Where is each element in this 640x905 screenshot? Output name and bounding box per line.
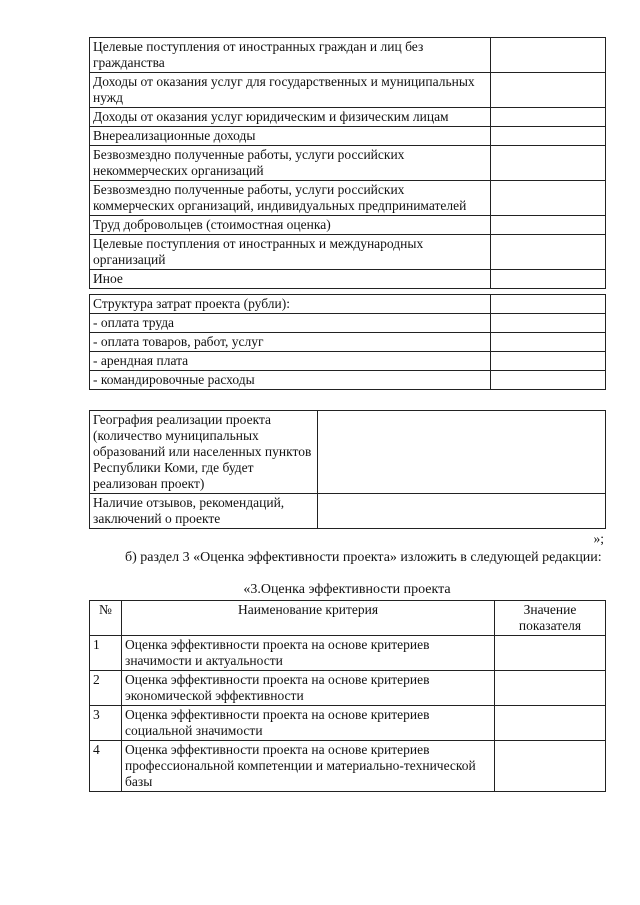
cost-row: [90, 314, 606, 333]
criteria-table: [89, 600, 606, 792]
income-row: [90, 38, 606, 73]
income-row-label: Доходы от оказания услуг юридическим и физическим лицам: [90, 108, 491, 127]
income-rows: [90, 38, 606, 289]
cost-row-label: - арендная плата: [90, 352, 491, 371]
geography-row: [90, 494, 606, 529]
income-row-label: Внереализационные доходы: [90, 127, 491, 146]
cost-row: [90, 371, 606, 390]
income-row: [90, 73, 606, 108]
income-row: [90, 127, 606, 146]
income-row-label: Целевые поступления от иностранных граждан и лиц без гражданства: [90, 38, 491, 73]
geography-row-label: Наличие отзывов, рекомендаций, заключений о проекте: [90, 494, 318, 529]
header-number: №: [90, 601, 122, 636]
cost-row-label: - оплата труда: [90, 314, 491, 333]
cost-row-value-cell[interactable]: [491, 352, 606, 371]
income-row-label: Целевые поступления от иностранных и международных организаций: [90, 235, 491, 270]
income-row: [90, 270, 606, 289]
cost-row: [90, 333, 606, 352]
geography-row: [90, 411, 606, 494]
criteria-row: [90, 636, 606, 671]
income-row: [90, 235, 606, 270]
financing-table: [89, 37, 606, 390]
criteria-row: [90, 741, 606, 792]
income-row-value-cell[interactable]: [491, 270, 606, 289]
income-row-label: Безвозмездно полученные работы, услуги российских коммерческих организаций, индивидуальных предпринимателей: [90, 181, 491, 216]
cost-row: [90, 352, 606, 371]
income-row-value-cell[interactable]: [491, 127, 606, 146]
geography-row-value-cell[interactable]: [318, 494, 606, 529]
criterion-value-cell[interactable]: [495, 671, 606, 706]
income-row: [90, 216, 606, 235]
geography-rows: [90, 411, 606, 529]
cost-row-label: Структура затрат проекта (рубли):: [90, 295, 491, 314]
geography-row-value-cell[interactable]: [318, 411, 606, 494]
cost-row-value-cell[interactable]: [491, 333, 606, 352]
income-row-value-cell[interactable]: [491, 216, 606, 235]
criterion-value-cell[interactable]: [495, 706, 606, 741]
closing-quote: »;: [593, 531, 604, 546]
amendment-text: б) раздел 3 «Оценка эффективности проекта» изложить в следующей редакции:: [125, 550, 602, 565]
income-row-value-cell[interactable]: [491, 38, 606, 73]
criterion-value-cell[interactable]: [495, 741, 606, 792]
cost-row-label: - оплата товаров, работ, услуг: [90, 333, 491, 352]
cost-row: [90, 295, 606, 314]
criterion-name: Оценка эффективности проекта на основе критериев социальной значимости: [122, 706, 495, 741]
income-row-label: Иное: [90, 270, 491, 289]
income-row-label: Доходы от оказания услуг для государственных и муниципальных нужд: [90, 73, 491, 108]
income-row: [90, 146, 606, 181]
criterion-name: Оценка эффективности проекта на основе критериев экономической эффективности: [122, 671, 495, 706]
criteria-header-row: [90, 601, 606, 636]
criteria-rows: [90, 636, 606, 792]
income-row-value-cell[interactable]: [491, 73, 606, 108]
income-row-label: Безвозмездно полученные работы, услуги российских некоммерческих организаций: [90, 146, 491, 181]
criterion-number: 1: [90, 636, 122, 671]
cost-row-label: - командировочные расходы: [90, 371, 491, 390]
header-criterion-name: Наименование критерия: [122, 601, 495, 636]
criterion-number: 2: [90, 671, 122, 706]
header-indicator-value: Значение показателя: [495, 601, 606, 636]
income-row: [90, 181, 606, 216]
criterion-name: Оценка эффективности проекта на основе критериев профессиональной компетенции и материально-технической базы: [122, 741, 495, 792]
income-row: [90, 108, 606, 127]
cost-structure-rows: [90, 295, 606, 390]
criterion-value-cell[interactable]: [495, 636, 606, 671]
income-row-value-cell[interactable]: [491, 235, 606, 270]
criteria-row: [90, 706, 606, 741]
criterion-number: 4: [90, 741, 122, 792]
income-row-value-cell[interactable]: [491, 181, 606, 216]
income-row-label: Труд добровольцев (стоимостная оценка): [90, 216, 491, 235]
income-row-value-cell[interactable]: [491, 146, 606, 181]
cost-row-value-cell[interactable]: [491, 314, 606, 333]
criterion-name: Оценка эффективности проекта на основе критериев значимости и актуальности: [122, 636, 495, 671]
cost-row-value-cell[interactable]: [491, 295, 606, 314]
section-heading: «3.Оценка эффективности проекта: [243, 582, 451, 597]
criterion-number: 3: [90, 706, 122, 741]
cost-row-value-cell[interactable]: [491, 371, 606, 390]
income-row-value-cell[interactable]: [491, 108, 606, 127]
amendment-paragraph: [90, 549, 605, 566]
geography-row-label: География реализации проекта (количество муниципальных образований или населенных пунктов Республики Коми, где будет реализован проект): [90, 411, 318, 494]
criteria-row: [90, 671, 606, 706]
geography-table: [89, 410, 606, 529]
